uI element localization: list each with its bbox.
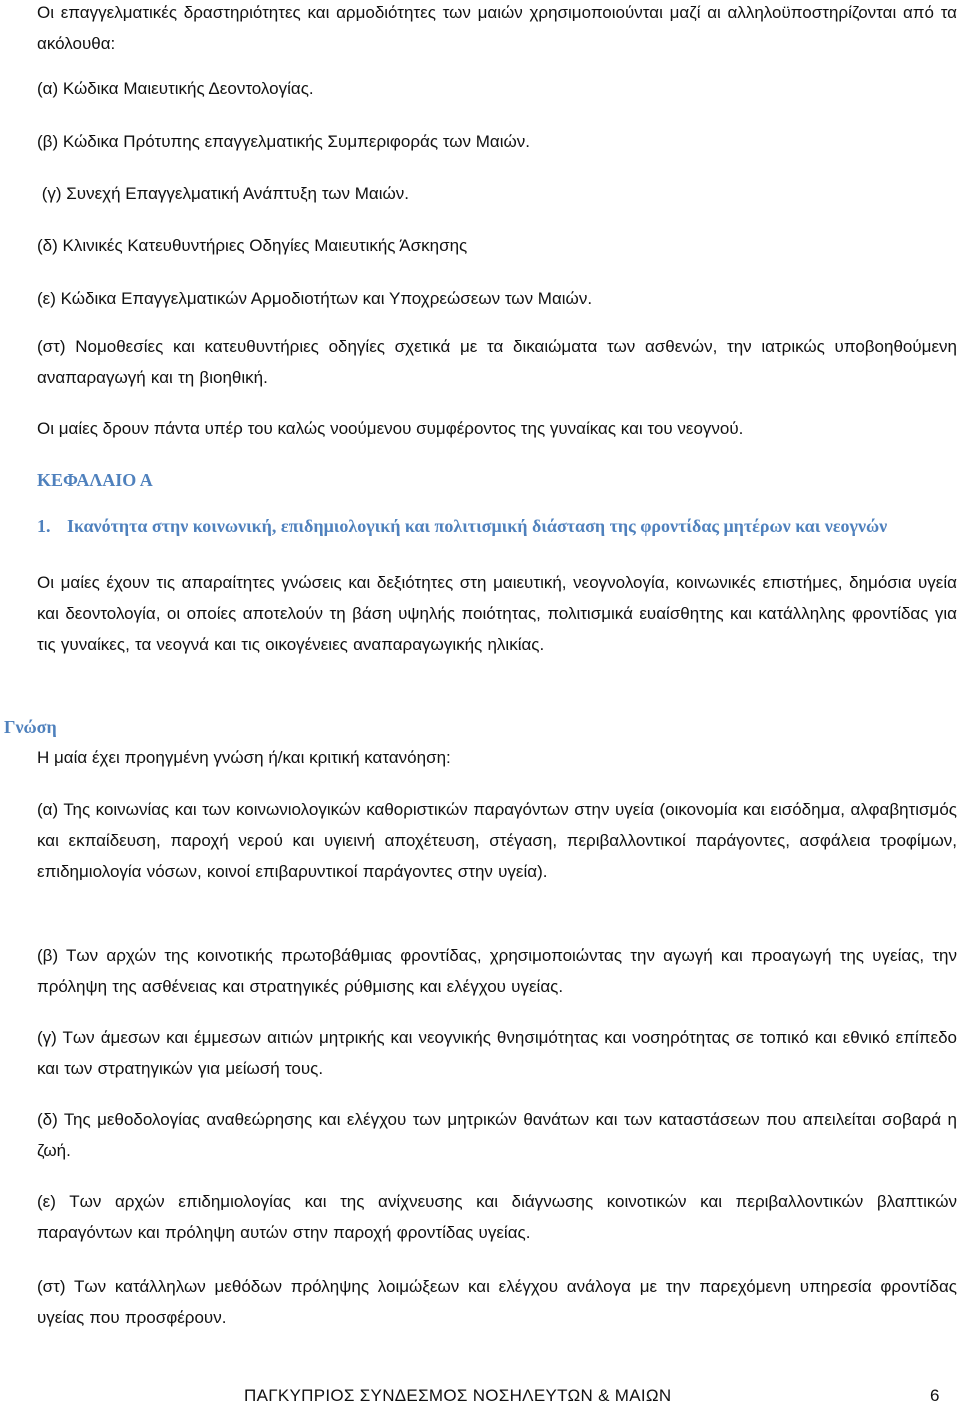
code-item-b: (β) Κώδικα Πρότυπης επαγγελματικής Συμπεριφοράς των Μαιών. [37, 132, 531, 151]
knowledge-intro: Η μαία έχει προηγμένη γνώση ή/και κριτική κατανόηση: [37, 748, 451, 767]
page-number: 6 [930, 1386, 940, 1405]
knowledge-item-a: (α) Της κοινωνίας και των κοινωνιολογικών καθοριστικών παραγόντων στην υγεία (οικονομία και εισόδημα, αλφαβητισμός και εκπαίδευση, παροχή νερού και υγιεινή αποχέτευση, στέγαση, περιβαλλοντικοί παράγοντες, ασφάλεια τροφίμων, επιδημιολογία νόσων, κοινοί επιβαρυντικοί παράγοντες στην υγεία). [37, 800, 957, 881]
section-1-title: Ικανότητα στην κοινωνική, επιδημιολογική και πολιτισμική διάσταση της φροντίδας μητέρων και νεογνών [67, 516, 888, 536]
knowledge-item-st: (στ) Των κατάλληλων μεθόδων πρόληψης λοιμώξεων και ελέγχου ανάλογα με την παρεχόμενη υπηρεσία φροντίδας υγείας που προσφέρουν. [37, 1277, 957, 1327]
section-1-heading [37, 511, 957, 571]
page-footer [0, 1384, 960, 1407]
knowledge-heading: Γνώση [4, 717, 57, 737]
knowledge-item-b: (β) Των αρχών της κοινοτικής πρωτοβάθμιας φροντίδας, χρησιμοποιώντας την αγωγή και προαγωγή της υγείας, την πρόληψη της ασθένειας και στρατηγικές ρύθμισης και ελέγχου υγείας. [37, 946, 957, 996]
knowledge-item-e: (ε) Των αρχών επιδημιολογίας και της ανίχνευσης και διάγνωσης κοινοτικών και περιβαλλοντικών βλαπτικών παραγόντων και πρόληψη αυτών στην παροχή φροντίδας υγείας. [37, 1192, 957, 1242]
intro-paragraph: Οι επαγγελματικές δραστηριότητες και αρμοδιότητες των μαιών χρησιμοποιούνται μαζί αι αλληλοϋποστηρίζονται από τα ακόλουθα: [37, 3, 957, 53]
footer-title: ΠΑΓΚΥΠΡΙΟΣ ΣΥΝΔΕΣΜΟΣ ΝΟΣΗΛΕΥΤΩΝ & ΜΑΙΩΝ [244, 1386, 672, 1405]
chapter-heading: ΚΕΦΑΛΑΙΟ Α [37, 470, 153, 490]
code-item-st: (στ) Νομοθεσίες και κατευθυντήριες οδηγίες σχετικά με τα δικαιώματα των ασθενών, την ιατρικώς υποβοηθούμενη αναπαραγωγή και τη βιοηθική. [37, 337, 957, 387]
section-1-number: 1. [37, 516, 51, 536]
code-item-c: (γ) Συνεχή Επαγγελματική Ανάπτυξη των Μαιών. [37, 184, 409, 203]
interest-paragraph: Οι μαίες δρουν πάντα υπέρ του καλώς νοούμενου συμφέροντος της γυναίκας και του νεογνού. [37, 419, 744, 438]
code-item-a: (α) Κώδικα Μαιευτικής Δεοντολογίας. [37, 79, 314, 98]
code-item-d: (δ) Κλινικές Κατευθυντήριες Οδηγίες Μαιευτικής Άσκησης [37, 236, 468, 255]
code-item-e: (ε) Κώδικα Επαγγελματικών Αρμοδιοτήτων και Υποχρεώσεων των Μαιών. [37, 289, 593, 308]
knowledge-item-d: (δ) Της μεθοδολογίας αναθεώρησης και ελέγχου των μητρικών θανάτων και των καταστάσεων που απειλείται σοβαρά η ζωή. [37, 1110, 957, 1160]
knowledge-item-c: (γ) Των άμεσων και έμμεσων αιτιών μητρικής και νεογνικής θνησιμότητας και νοσηρότητας σε τοπικό και εθνικό επίπεδο και των στρατηγικών για μείωσή τους. [37, 1028, 957, 1078]
section-1-body: Οι μαίες έχουν τις απαραίτητες γνώσεις και δεξιότητες στη μαιευτική, νεογνολογία, κοινωνικές επιστήμες, δημόσια υγεία και δεοντολογία, οι οποίες αποτελούν τη βάση υψηλής ποιότητας, πολιτισμικά ευαίσθητης και κατάλληλης φροντίδας για τις γυναίκες, τα νεογνά και τις οικογένειες αναπαραγωγικής ηλικίας. [37, 573, 957, 654]
